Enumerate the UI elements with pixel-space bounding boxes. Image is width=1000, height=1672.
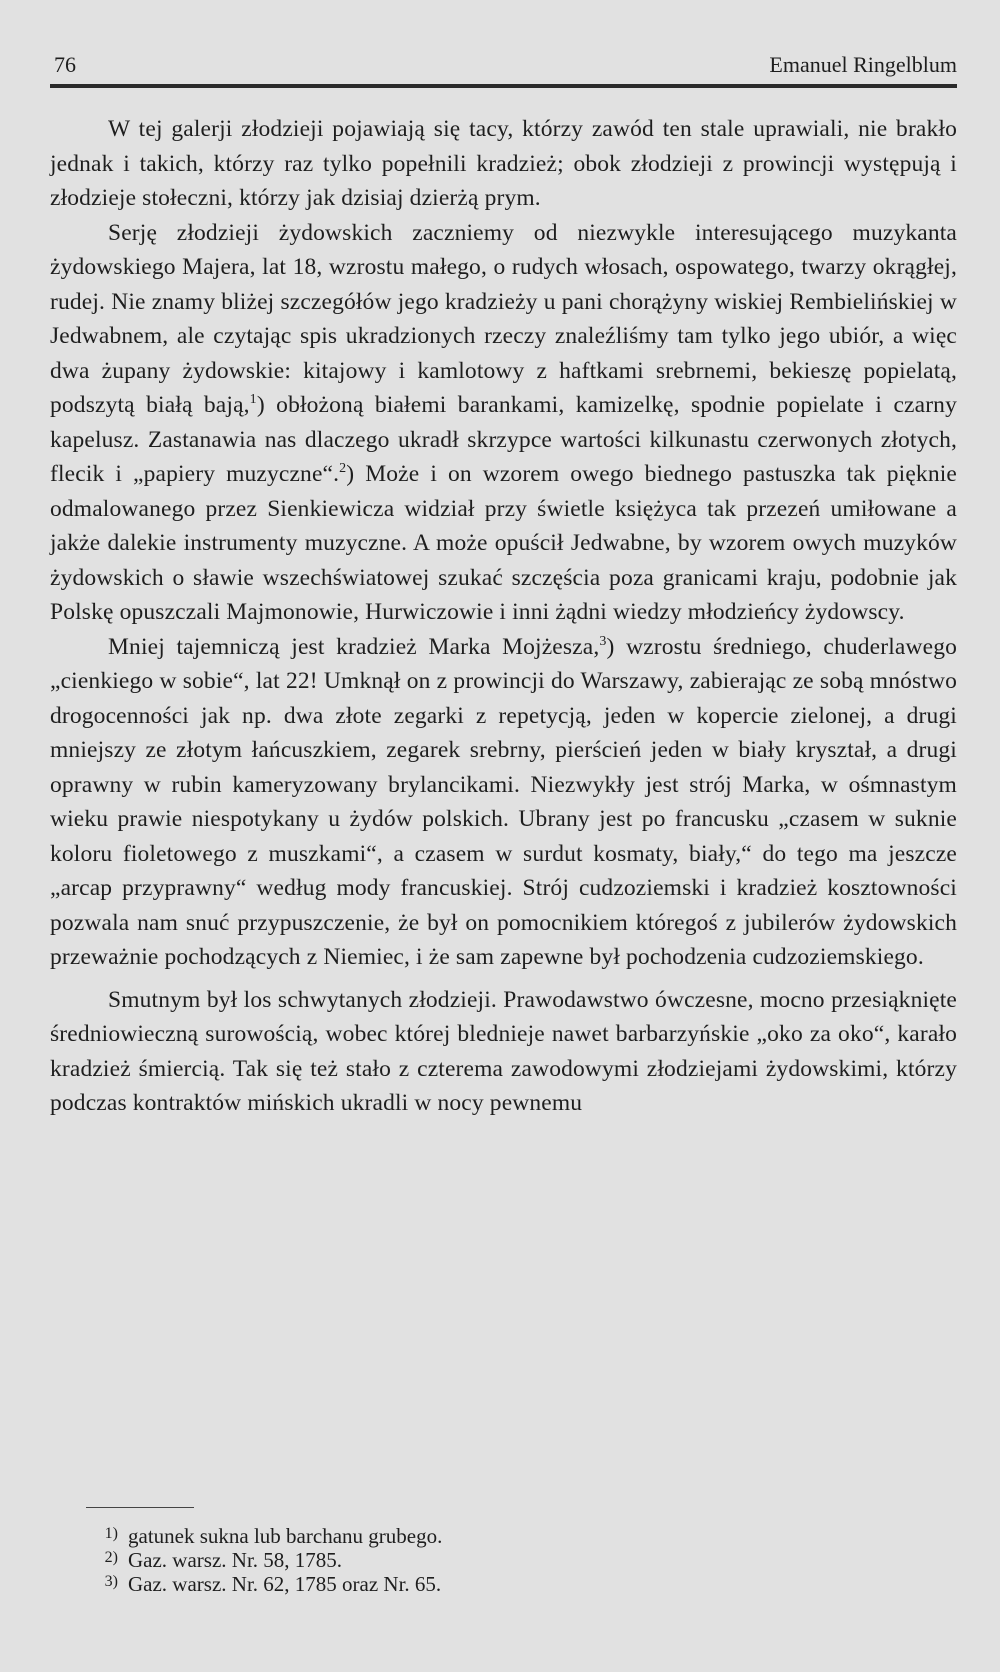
footnote-number: 2) bbox=[104, 1549, 118, 1566]
page-header bbox=[50, 48, 957, 78]
footnote-number: 1) bbox=[104, 1525, 118, 1542]
footnote-3 bbox=[96, 1572, 956, 1596]
running-title: Emanuel Ringelblum bbox=[769, 52, 957, 77]
paragraph-3 bbox=[50, 630, 957, 975]
paragraph-text: Mniej tajemniczą jest kradzież Marka Mojżesza, bbox=[108, 633, 600, 660]
page-number: 76 bbox=[54, 52, 76, 77]
footnote-text: Gaz. warsz. Nr. 58, 1785. bbox=[128, 1548, 343, 1572]
paragraph-text: W tej galerji złodzieji pojawiają się tacy, którzy zawód ten stale uprawiali, nie brakło jednak i takich, którzy raz tylko popełnili kradzież; obok złodzieji z prowincji występują i złodzieje stołeczni, którzy jak dzisiaj dzierżą prym. bbox=[50, 116, 957, 211]
footnote-number: 3) bbox=[104, 1573, 118, 1590]
footnote-ref: 3 bbox=[599, 633, 607, 649]
header-rule bbox=[50, 84, 957, 88]
footnote-rule bbox=[86, 1507, 194, 1508]
footnote-text: Gaz. warsz. Nr. 62, 1785 oraz Nr. 65. bbox=[128, 1572, 442, 1596]
paragraph-4 bbox=[50, 983, 957, 1121]
footnote-text: gatunek sukna lub barchanu grubego. bbox=[128, 1524, 443, 1548]
footnote-2 bbox=[96, 1548, 956, 1572]
paragraph-text: ) wzrostu średniego, chuderlawego „cienkiego w sobie“, lat 22! Umknął on z prowincji do Warszawy, zabierając ze sobą mnóstwo drogocenności jak np. dwa złote zegarki z repetycją, jeden w kopercie zielonej, a drugi mniejszy ze złotym łańcuszkiem, zegarek srebrny, pierścień jeden w biały kryształ, a drugi oprawny w rubin kameryzowany brylancikami. Niezwykły jest strój Marka, w ośmnastym wieku prawie niespotykany u żydów polskich. Ubrany jest po francusku „czasem w suknie koloru fioletowego z muszkami“, a czasem w surdut kosmaty, biały,“ do tego ma jeszcze „arcap przyprawny“ według mody francuskiej. Strój cudzoziemski i kradzież kosztowności pozwala nam snuć przypuszczenie, że był on pomocnikiem któregoś z jubilerów żydowskich przeważnie pochodzących z Niemiec, i że sam zapewne był pochodzenia cudzoziemskiego. bbox=[50, 633, 958, 970]
footnote-1 bbox=[96, 1524, 956, 1548]
body-text bbox=[50, 112, 957, 1121]
footnote-ref: 2 bbox=[339, 461, 347, 477]
footnotes bbox=[96, 1524, 956, 1596]
footnote-ref: 1 bbox=[249, 392, 257, 408]
paragraph-text: Serję złodzieji żydowskich zaczniemy od niezwykle interesującego muzykanta żydowskiego Majera, lat 18, wzrostu małego, o rudych włosach, ospowatego, twarzy okrągłej, rudej. Nie znamy bliżej szczegółów jego kradzieży u pani chorążyny wiskiej Rembielińskiej w Jedwabnem, ale czytając spis ukradzionych rzeczy znaleźliśmy tam tylko jego ubiór, a więc dwa żupany żydowskie: kitajowy i kamlotowy z haftkami srebrnemi, bekieszę popielatą, podszytą białą bają, bbox=[50, 219, 957, 418]
paragraph-text: ) obłożoną białemi barankami, kamizelkę, spodnie popielate i czarny kapelusz. Zastanawia nas dlaczego ukradł skrzypce wartości kilkunastu czerwonych złotych, flecik i „papiery muzyczne“. bbox=[50, 392, 957, 487]
paragraph-1 bbox=[50, 112, 957, 216]
paragraph-text: Smutnym był los schwytanych złodzieji. Prawodawstwo ówczesne, mocno przesiąknięte średniowieczną surowością, wobec której blednieje nawet barbarzyńskie „oko za oko“, karało kradzież śmiercią. Tak się też stało z czterema zawodowymi złodziejami żydowskimi, którzy podczas kontraktów mińskich ukradli w nocy pewnemu bbox=[50, 986, 957, 1116]
paragraph-text: ) Może i on wzorem owego biednego pastuszka tak pięknie odmalowanego przez Sienkiewicza widział przy świetle księżyca tak przezeń umiłowane a jakże dalekie instrumenty muzyczne. A może opuścił Jedwabne, by wzorem owych muzyków żydowskich o sławie wszechświatowej szukać szczęścia poza granicami kraju, podobnie jak Polskę opuszczali Majmonowie, Hurwiczowie i inni żądni wiedzy młodzieńcy żydowscy. bbox=[50, 461, 957, 625]
paragraph-2 bbox=[50, 216, 957, 630]
